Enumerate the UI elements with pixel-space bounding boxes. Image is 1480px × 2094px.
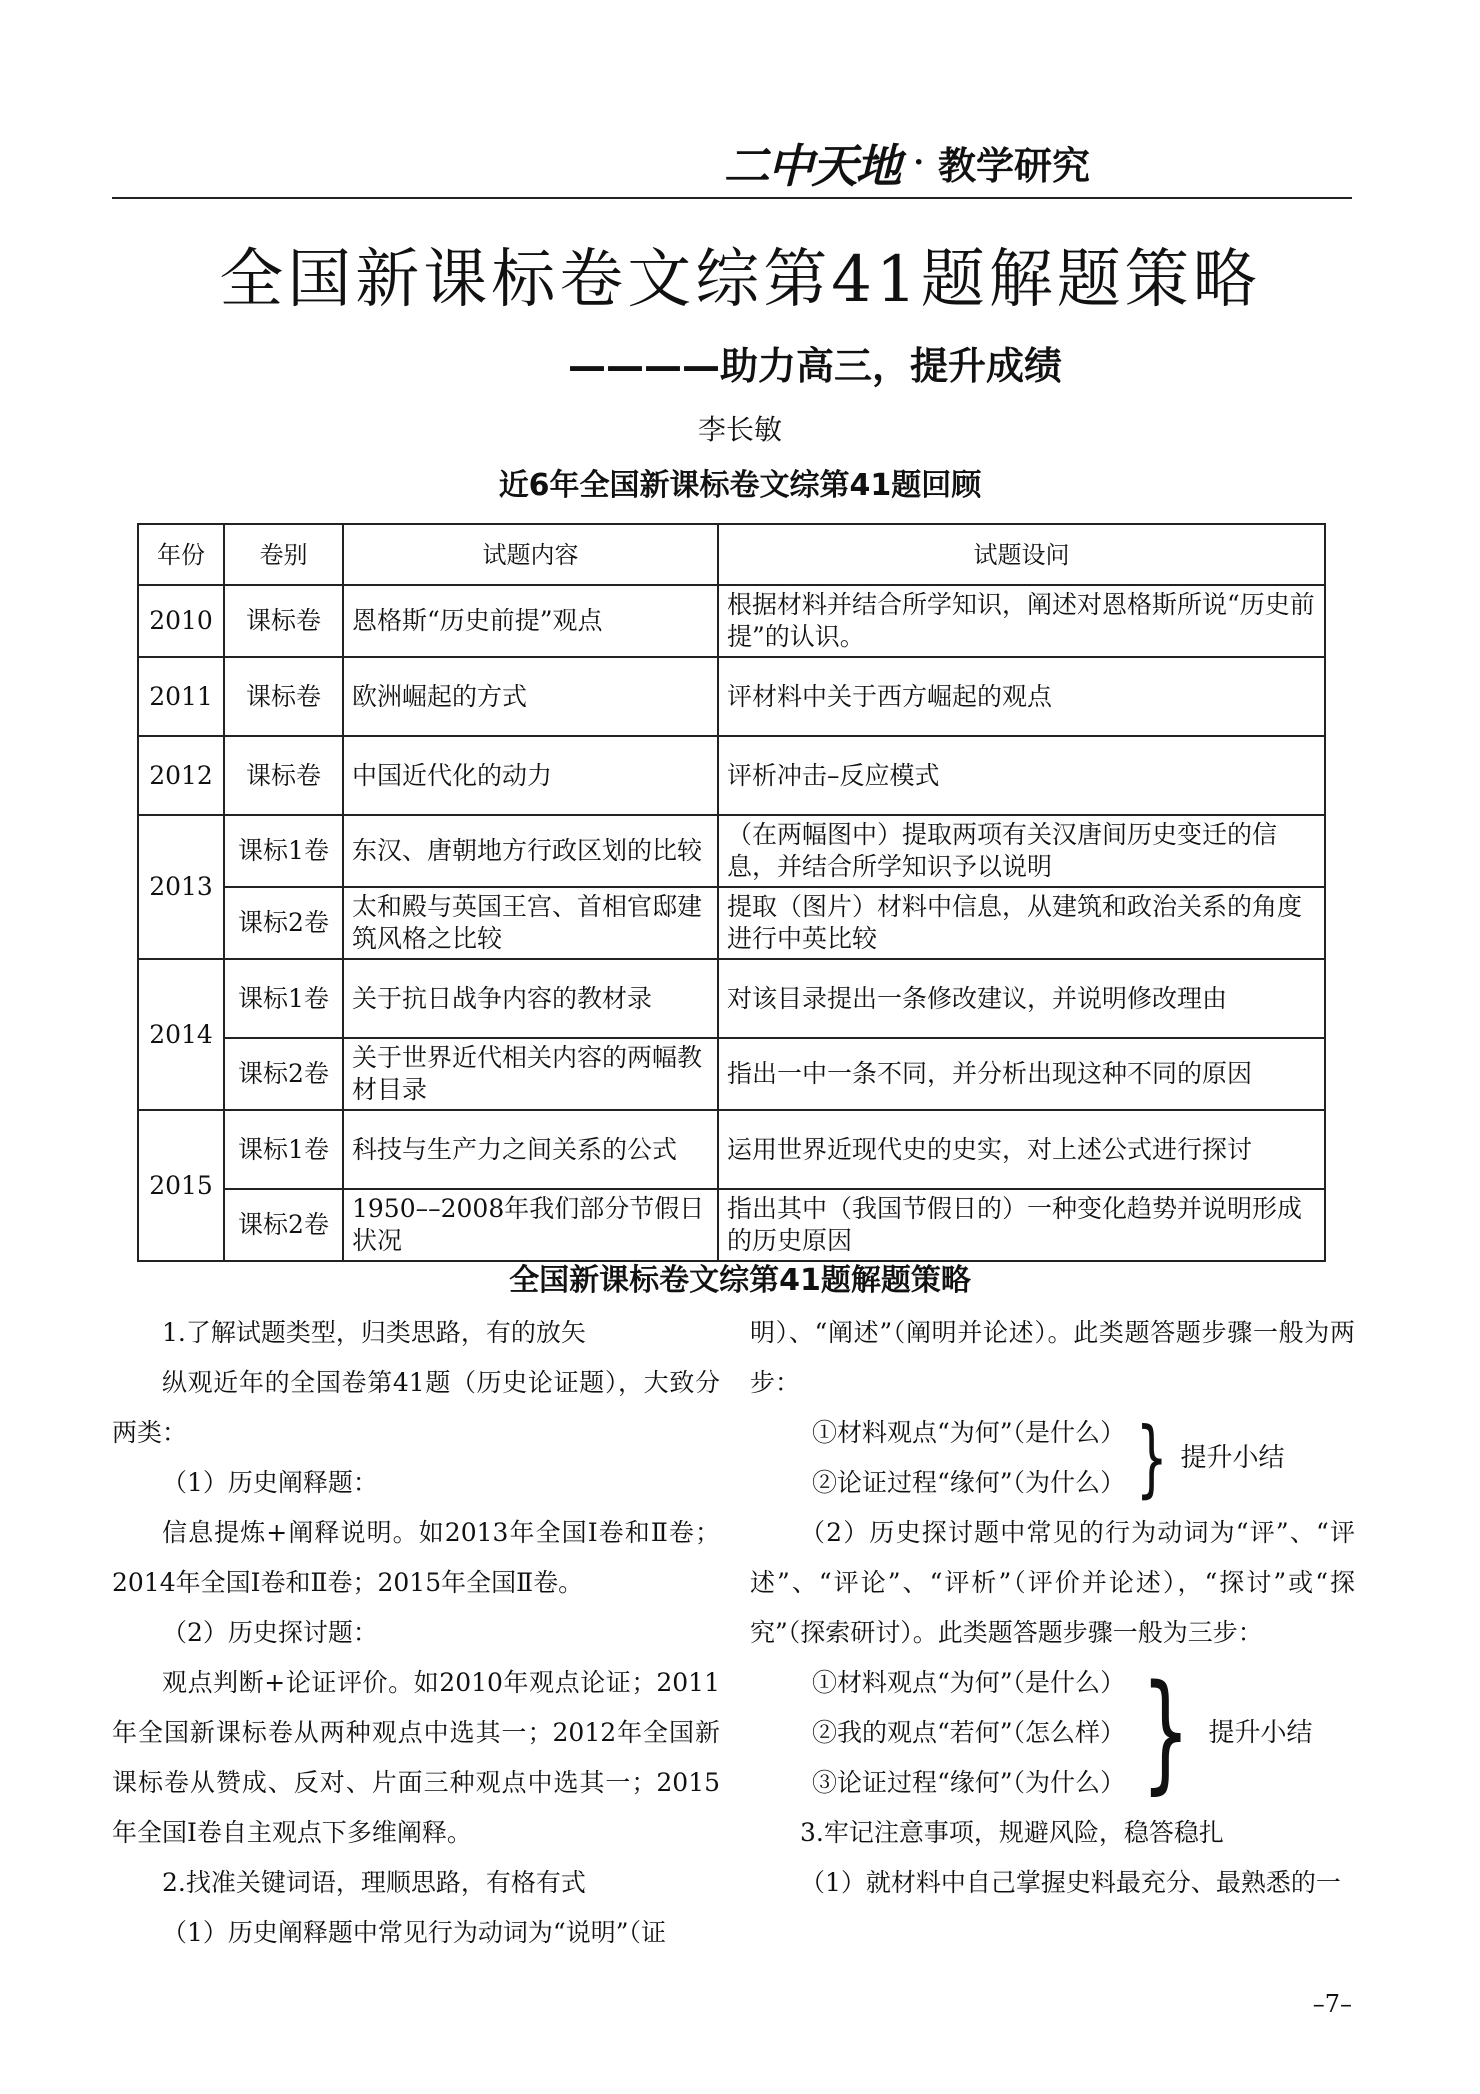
section-heading: 全国新课标卷文综第41题解题策略 [509,1263,971,1298]
header-divider [112,197,1352,199]
header-content: 试题内容 [343,524,718,585]
content-cell: 太和殿与英国王宫、首相官邸建筑风格之比较 [343,887,718,959]
year-cell: 2010 [138,585,224,657]
content-cell: 中国近代化的动力 [343,736,718,815]
year-cell: 2013 [138,815,224,959]
paper-cell: 课标卷 [224,657,343,736]
table-header-row [138,524,1325,585]
table-row [138,1038,1325,1110]
subheading: （2）历史探讨题： [162,1618,378,1647]
header-separator-dot: · [913,145,924,180]
year-cell: 2011 [138,657,224,736]
content-cell: 恩格斯“历史前提”观点 [343,585,718,657]
question-cell: 根据材料并结合所学知识，阐述对恩格斯所说“历史前提”的认识。 [718,585,1325,657]
question-cell: 评析冲击–反应模式 [718,736,1325,815]
step-line: ③论证过程“缘何”（为什么） [812,1768,1126,1797]
two-step-summary [750,1408,1355,1508]
body-paragraph: （1）历史阐释题中常见行为动词为“说明”（证 [162,1918,666,1947]
content-cell: 关于世界近代相关内容的两幅教材目录 [343,1038,718,1110]
article-author: 李长敏 [697,413,782,446]
question-cell: 运用世界近现代史的史实，对上述公式进行探讨 [718,1110,1325,1189]
table-row [138,1110,1325,1189]
step-line: ①材料观点“为何”（是什么） [812,1418,1126,1447]
heading-step-3: 3.牢记注意事项，规避风险，稳答稳扎 [800,1818,1224,1847]
table-row [138,657,1325,736]
table-caption: 近6年全国新课标卷文综第41题回顾 [498,468,982,503]
subheading: （1）历史阐释题： [162,1468,378,1497]
step-line: ①材料观点“为何”（是什么） [812,1668,1126,1697]
body-paragraph: 信息提炼+阐释说明。如2013年全国Ⅰ卷和Ⅱ卷；2014年全国Ⅰ卷和Ⅱ卷；2015年全国Ⅱ卷。 [112,1518,720,1597]
year-cell: 2012 [138,736,224,815]
page-number: –7– [1312,1990,1352,2018]
body-paragraph: 观点判断+论证评价。如2010年观点论证；2011年全国新课标卷从两种观点中选其一；2012年全国新课标卷从赞成、反对、片面三种观点中选其一；2015年全国Ⅰ卷自主观点下多维阐释。 [112,1668,720,1847]
paper-cell: 课标2卷 [224,1189,343,1261]
step-line: ②论证过程“缘何”（为什么） [812,1468,1126,1497]
question-cell: 指出其中（我国节假日的）一种变化趋势并说明形成的历史原因 [718,1189,1325,1261]
left-text-column [112,1308,720,1958]
content-cell: 东汉、唐朝地方行政区划的比较 [343,815,718,887]
question-cell: 评材料中关于西方崛起的观点 [718,657,1325,736]
journal-brand-logo: 二中天地 [723,138,900,193]
three-step-summary [750,1658,1355,1808]
table-row [138,736,1325,815]
journal-section-name: 教学研究 [937,144,1090,188]
header-year: 年份 [138,524,224,585]
article-subtitle: ————助力高三，提升成绩 [567,344,1062,388]
content-cell: 欧洲崛起的方式 [343,657,718,736]
body-paragraph: （1）就材料中自己掌握史料最充分、最熟悉的一 [800,1868,1341,1897]
table-row [138,1189,1325,1261]
right-brace-icon: } [1135,1409,1168,1507]
paper-cell: 课标2卷 [224,887,343,959]
year-cell: 2015 [138,1110,224,1261]
header-paper: 卷别 [224,524,343,585]
header-question: 试题设问 [718,524,1325,585]
body-paragraph: （2）历史探讨题中常见的行为动词为“评”、“评述”、“评论”、“评析”（评价并论述），“探讨”或“探究”（探索研讨）。此类题答题步骤一般为三步： [750,1518,1355,1647]
table-row [138,815,1325,887]
question-cell: 对该目录提出一条修改建议，并说明修改理由 [718,959,1325,1038]
paper-cell: 课标1卷 [224,815,343,887]
right-text-column [750,1308,1355,1908]
content-cell: 关于抗日战争内容的教材录 [343,959,718,1038]
paper-cell: 课标1卷 [224,1110,343,1189]
table-row [138,585,1325,657]
content-cell: 1950––2008年我们部分节假日状况 [343,1189,718,1261]
table-row [138,887,1325,959]
body-paragraph: 纵观近年的全国卷第41题（历史论证题），大致分两类： [112,1368,720,1447]
question-cell: 提取（图片）材料中信息，从建筑和政治关系的角度进行中英比较 [718,887,1325,959]
content-cell: 科技与生产力之间关系的公式 [343,1110,718,1189]
summary-label: 提升小结 [1180,1443,1285,1473]
journal-header [723,135,1090,193]
paper-cell: 课标2卷 [224,1038,343,1110]
heading-step-1: 1.了解试题类型，归类思路，有的放矢 [162,1318,586,1347]
body-paragraph: 明）、“阐述”（阐明并论述）。此类题答题步骤一般为两步： [750,1318,1355,1397]
question-cell: 指出一中一条不同，并分析出现这种不同的原因 [718,1038,1325,1110]
table-row [138,959,1325,1038]
step-line: ②我的观点“若何”（怎么样） [812,1718,1126,1747]
year-cell: 2014 [138,959,224,1110]
paper-cell: 课标1卷 [224,959,343,1038]
right-brace-icon: } [1141,1658,1191,1807]
summary-label: 提升小结 [1208,1718,1313,1748]
article-title: 全国新课标卷文综第41题解题策略 [219,243,1261,317]
heading-step-2: 2.找准关键词语，理顺思路，有格有式 [162,1868,586,1897]
review-table [137,523,1326,1262]
paper-cell: 课标卷 [224,736,343,815]
paper-cell: 课标卷 [224,585,343,657]
question-cell: （在两幅图中）提取两项有关汉唐间历史变迁的信息，并结合所学知识予以说明 [718,815,1325,887]
